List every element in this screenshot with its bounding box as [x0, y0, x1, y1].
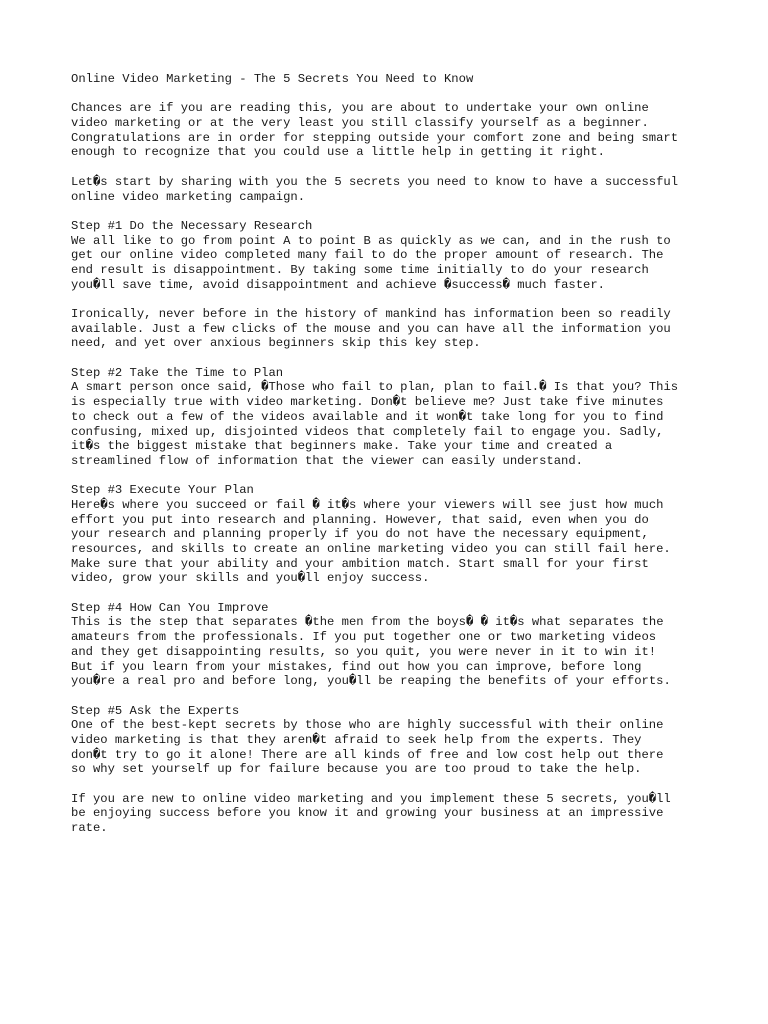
text-line: confusing, mixed up, disjointed videos that completely fail to engage you. Sadly, [71, 424, 664, 439]
text-line: amateurs from the professionals. If you put together one or two marketing videos [71, 630, 657, 645]
text-line: Chances are if you are reading this, you are about to undertake your own online [71, 101, 649, 116]
text-line: We all like to go from point A to point B as quickly as we can, and in the rush to [71, 233, 671, 248]
text-line: your research and planning properly if you do not have the necessary equipment, [71, 527, 649, 542]
text-line: This is the step that separates �the men from the boys� � it�s what separates the [71, 615, 664, 630]
step-5-section [71, 704, 701, 777]
text-line: so why set yourself up for failure because you are too proud to take the help. [71, 762, 642, 777]
text-line: resources, and skills to create an online marketing video you can still fail here. [71, 542, 671, 556]
intro-paragraph-2 [71, 175, 701, 204]
step-3-section [71, 483, 701, 586]
text-line: you�re a real pro and before long, you�ll be reaping the benefits of your efforts. [71, 674, 671, 689]
step-1-section [71, 219, 701, 292]
step-2-section [71, 366, 701, 469]
text-line: Let�s start by sharing with you the 5 secrets you need to know to have a successful [71, 174, 679, 189]
text-line: Here�s where you succeed or fail � it�s where your viewers will see just how much [71, 497, 664, 512]
text-line: One of the best-kept secrets by those who are highly successful with their online [71, 718, 664, 733]
step-heading: Step #5 Ask the Experts [71, 703, 240, 718]
step-heading: Step #2 Take the Time to Plan [71, 365, 284, 380]
text-line: enough to recognize that you could use a little help in getting it right. [71, 145, 605, 160]
text-line: video, grow your skills and you�ll enjoy success. [71, 571, 430, 586]
text-line: you�ll save time, avoid disappointment and achieve �success� much faster. [71, 277, 605, 292]
text-line: effort you put into research and planning. However, that said, even when you do [71, 512, 649, 527]
text-line: don�t try to go it alone! There are all kinds of free and low cost help out there [71, 747, 664, 762]
text-line: rate. [71, 821, 108, 836]
step-heading: Step #1 Do the Necessary Research [71, 218, 313, 233]
document-page [71, 72, 701, 850]
text-line: be enjoying success before you know it and growing your business at an impressive [71, 806, 664, 821]
text-line: need, and yet over anxious beginners skip this key step. [71, 336, 481, 351]
text-line: A smart person once said, �Those who fail to plan, plan to fail.� Is that you? This [71, 380, 679, 395]
text-line: Make sure that your ability and your ambition match. Start small for your first [71, 556, 649, 571]
step-1-paragraph-2 [71, 307, 701, 351]
text-line: online video marketing campaign. [71, 189, 306, 204]
step-heading: Step #3 Execute Your Plan [71, 483, 254, 498]
text-line: video marketing or at the very least you still classify yourself as a beginner. [71, 116, 649, 131]
document-title-block [71, 72, 701, 87]
text-line: available. Just a few clicks of the mouse and you can have all the information you [71, 321, 671, 336]
text-line: and they get disappointing results, so you quit, you were never in it to win it! [71, 644, 657, 659]
step-heading: Step #4 How Can You Improve [71, 600, 269, 615]
step-4-section [71, 601, 701, 689]
conclusion-paragraph [71, 792, 701, 836]
text-line: get our online video completed many fail to do the proper amount of research. The [71, 248, 664, 263]
document-title: Online Video Marketing - The 5 Secrets You Need to Know [71, 72, 474, 86]
text-line: is especially true with video marketing. Don�t believe me? Just take five minutes [71, 395, 664, 410]
text-line: video marketing is that they aren�t afraid to seek help from the experts. They [71, 732, 642, 747]
text-line: Ironically, never before in the history of mankind has information been so readily [71, 307, 671, 321]
text-line: But if you learn from your mistakes, find out how you can improve, before long [71, 659, 642, 674]
text-line: to check out a few of the videos available and it won�t take long for you to find [71, 409, 664, 424]
text-line: If you are new to online video marketing and you implement these 5 secrets, you�ll [71, 791, 671, 806]
text-line: end result is disappointment. By taking some time initially to do your research [71, 262, 649, 277]
intro-paragraph-1 [71, 101, 701, 160]
text-line: streamlined flow of information that the viewer can easily understand. [71, 453, 583, 468]
text-line: it�s the biggest mistake that beginners make. Take your time and created a [71, 439, 613, 454]
text-line: Congratulations are in order for stepping outside your comfort zone and being smart [71, 130, 679, 145]
